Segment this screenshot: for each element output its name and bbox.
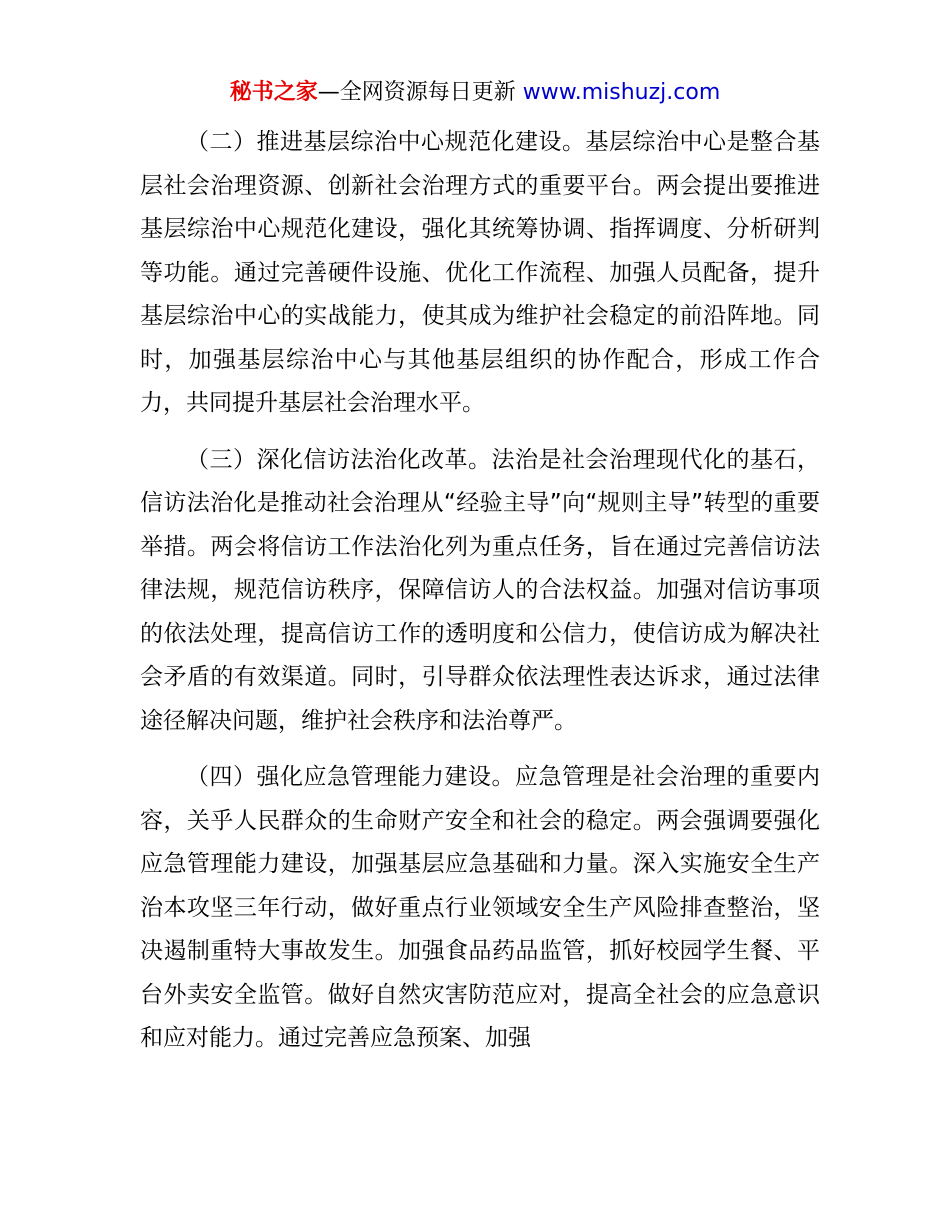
page-header	[0, 78, 950, 108]
paragraph-section-2: （二）推进基层综治中心规范化建设。基层综治中心是整合基层社会治理资源、创新社会治理方式的重要平台。两会提出要推进基层综治中心规范化建设，强化其统筹协调、指挥调度、分析研判等功能。通过完善硬件设施、优化工作流程、加强人员配备，提升基层综治中心的实战能力，使其成为维护社会稳定的前沿阵地。同时，加强基层综治中心与其他基层组织的协作配合，形成工作合力，共同提升基层社会治理水平。	[140, 129, 820, 416]
paragraph-section-4: （四）强化应急管理能力建设。应急管理是社会治理的重要内容，关乎人民群众的生命财产安全和社会的稳定。两会强调要强化应急管理能力建设，加强基层应急基础和力量。深入实施安全生产治本攻坚三年行动，做好重点行业领域安全生产风险排查整治，坚决遏制重特大事故发生。加强食品药品监管，抓好校园学生餐、平台外卖安全监管。做好自然灾害防范应对，提高全社会的应急意识和应对能力。通过完善应急预案、加强	[140, 764, 820, 1051]
site-tagline: —全网资源每日更新	[317, 80, 516, 105]
site-url-link[interactable]: www.mishuzj.com	[522, 80, 721, 105]
paragraph-section-3: （三）深化信访法治化改革。法治是社会治理现代化的基石，信访法治化是推动社会治理从“经验主导”向“规则主导”转型的重要举措。两会将信访工作法治化列为重点任务，旨在通过完善信访法律法规，规范信访秩序，保障信访人的合法权益。加强对信访事项的依法处理，提高信访工作的透明度和公信力，使信访成为解决社会矛盾的有效渠道。同时，引导群众依法理性表达诉求，通过法律途径解决问题，维护社会秩序和法治尊严。	[140, 446, 820, 734]
site-brand: 秘书之家	[229, 80, 318, 105]
document-body	[140, 121, 820, 1061]
